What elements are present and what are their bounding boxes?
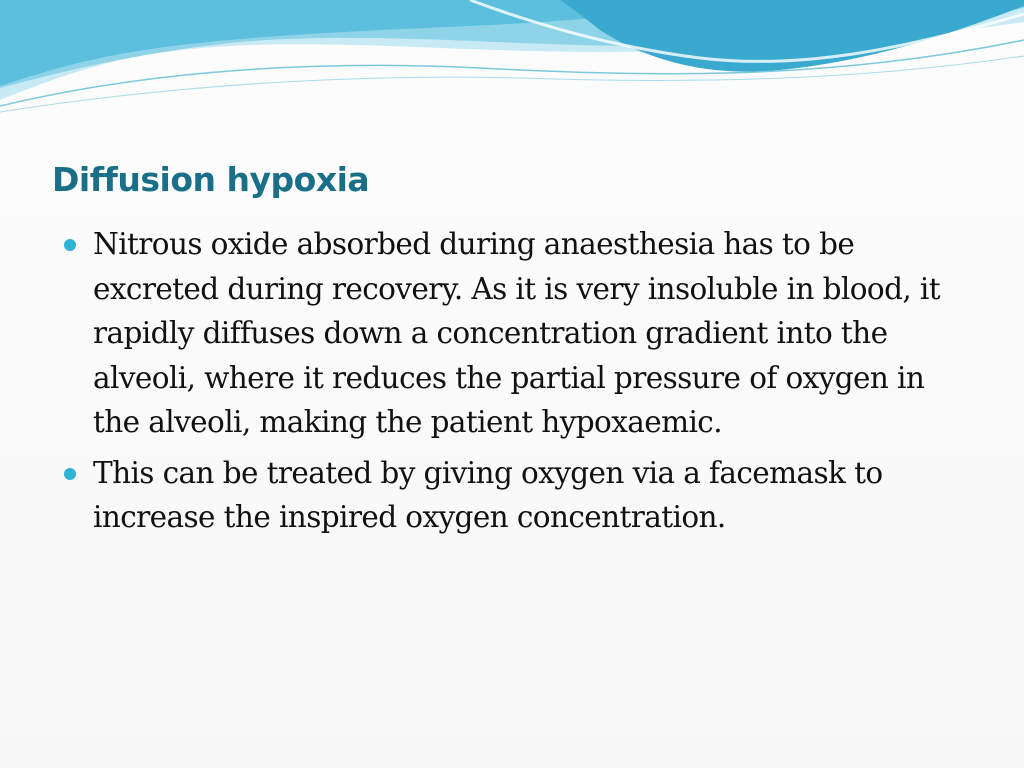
bullet-item — [64, 222, 964, 445]
bullet-text: Nitrous oxide absorbed during anaesthesia has to be excreted during recovery. As it is very insoluble in blood, it rapidly diffuses down a concentration gradient into the alveoli, where it reduces the partial pressure of oxygen in the alveoli, making the patient hypoxaemic. — [93, 227, 941, 439]
slide-title: Diffusion hypoxia — [52, 160, 370, 199]
bullet-dot-icon — [64, 239, 76, 251]
bullet-dot-icon — [64, 468, 76, 480]
bullet-item — [64, 451, 964, 540]
header-wave-decoration — [0, 0, 1024, 130]
bullet-list — [64, 222, 964, 546]
bullet-text: This can be treated by giving oxygen via a facemask to increase the inspired oxygen concentration. — [93, 455, 883, 534]
